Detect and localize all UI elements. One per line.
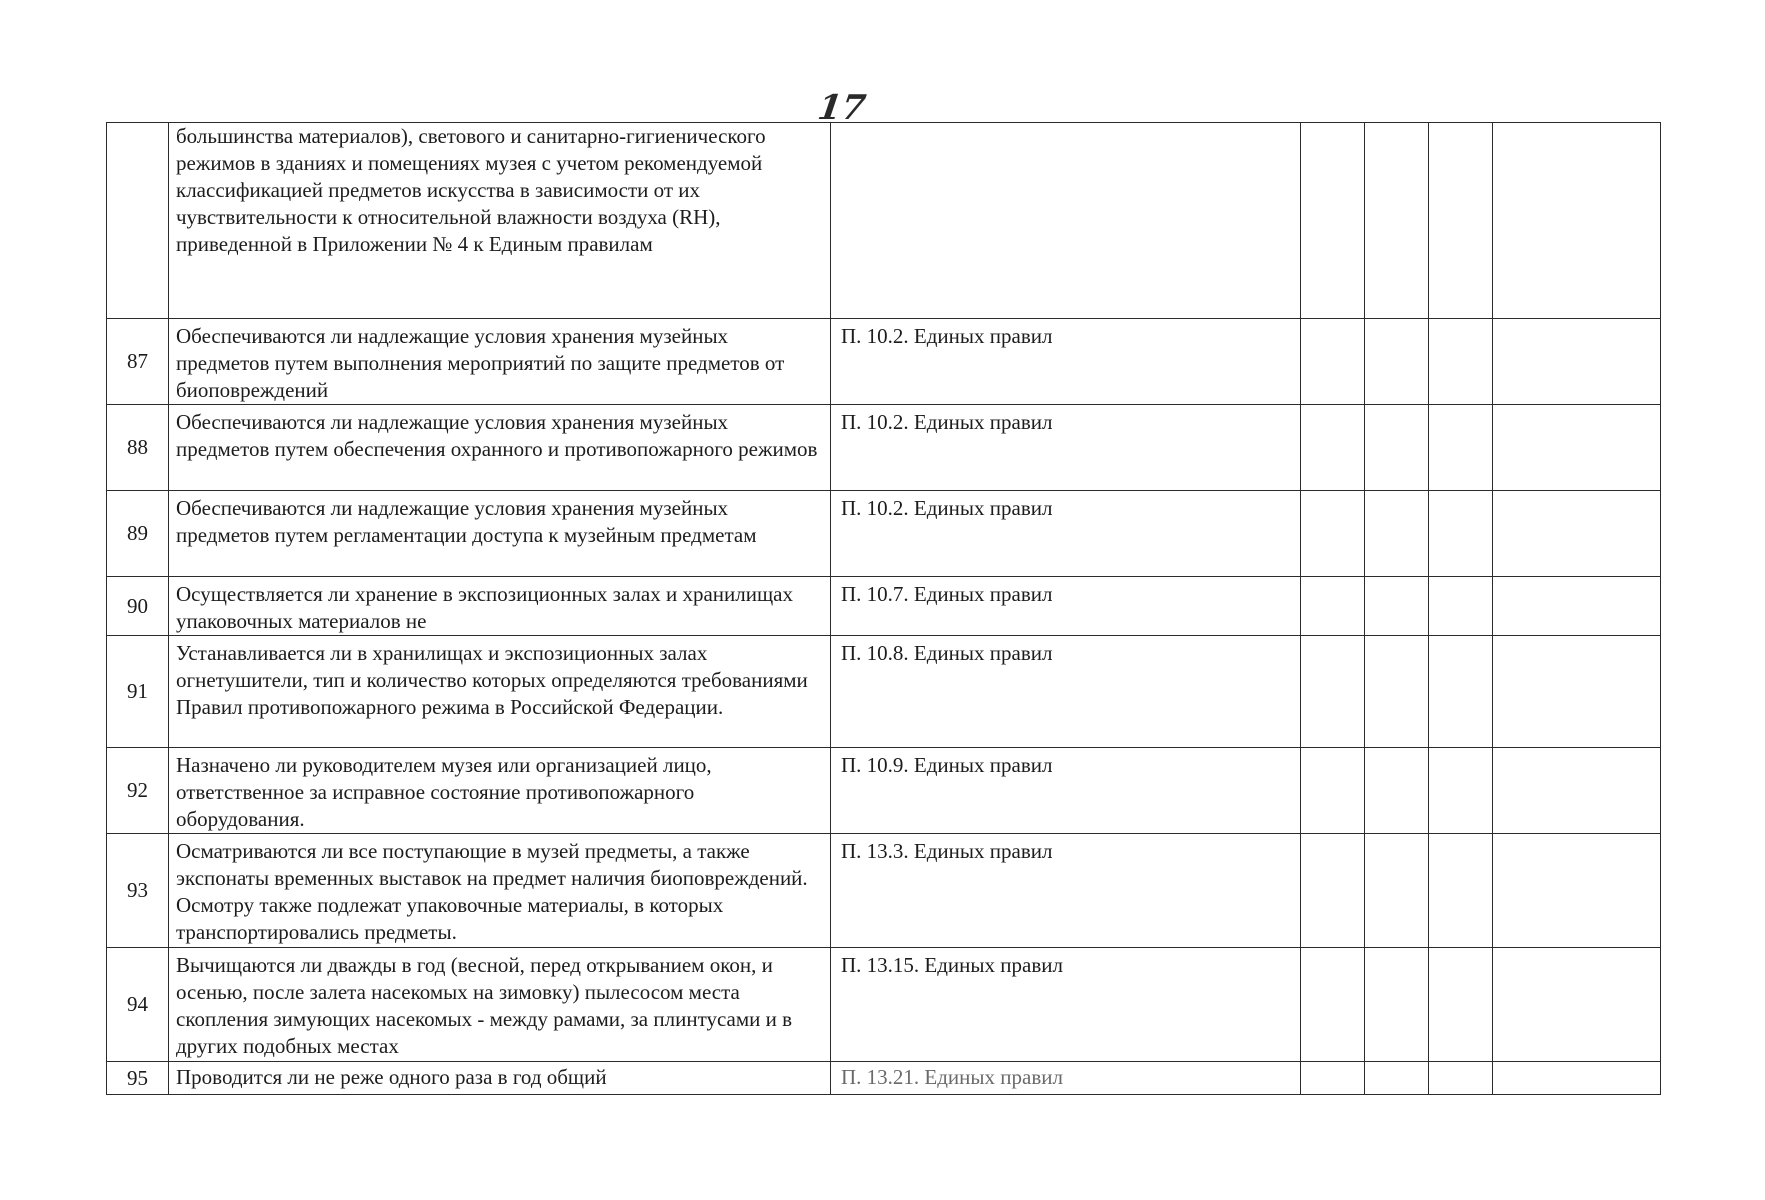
- requirement-text: Назначено ли руководителем музея или организацией лицо, ответственное за исправное состояние противопожарного оборудования.: [169, 748, 831, 834]
- legal-reference: П. 10.7. Единых правил: [831, 577, 1301, 636]
- note-cell: [1493, 948, 1661, 1062]
- handwritten-page-number: 17: [815, 88, 869, 128]
- note-cell: [1493, 405, 1661, 491]
- answer-cell: [1429, 834, 1493, 948]
- table-row: [107, 1062, 1661, 1095]
- requirement-text: Проводится ли не реже одного раза в год общий: [169, 1062, 831, 1095]
- requirement-text: Обеспечиваются ли надлежащие условия хранения музейных предметов путем обеспечения охранного и противопожарного режимов: [169, 405, 831, 491]
- answer-cell: [1365, 577, 1429, 636]
- table-row: [107, 948, 1661, 1062]
- note-cell: [1493, 123, 1661, 319]
- legal-reference: П. 13.15. Единых правил: [831, 948, 1301, 1062]
- requirement-text: Обеспечиваются ли надлежащие условия хранения музейных предметов путем регламентации доступа к музейным предметам: [169, 491, 831, 577]
- row-number: 89: [107, 491, 169, 577]
- table-row: [107, 319, 1661, 405]
- answer-cell: [1365, 948, 1429, 1062]
- table-row: [107, 577, 1661, 636]
- answer-cell: [1301, 834, 1365, 948]
- legal-reference: П. 10.2. Единых правил: [831, 405, 1301, 491]
- row-number: 94: [107, 948, 169, 1062]
- answer-cell: [1365, 491, 1429, 577]
- answer-cell: [1429, 636, 1493, 748]
- row-number: 92: [107, 748, 169, 834]
- answer-cell: [1301, 319, 1365, 405]
- row-number: 90: [107, 577, 169, 636]
- table-row: [107, 405, 1661, 491]
- answer-cell: [1301, 405, 1365, 491]
- legal-reference: П. 10.9. Единых правил: [831, 748, 1301, 834]
- row-number: 88: [107, 405, 169, 491]
- answer-cell: [1301, 577, 1365, 636]
- answer-cell: [1429, 319, 1493, 405]
- answer-cell: [1301, 636, 1365, 748]
- requirement-text: Осуществляется ли хранение в экспозиционных залах и хранилищах упаковочных материалов не: [169, 577, 831, 636]
- answer-cell: [1301, 1062, 1365, 1095]
- answer-cell: [1365, 1062, 1429, 1095]
- table-row: [107, 636, 1661, 748]
- requirement-text: большинства материалов), светового и санитарно-гигиенического режимов в зданиях и помещениях музея с учетом рекомендуемой классификацией предметов искусства в зависимости от их чувствительности к относительной влажности воздуха (RH), приведенной в Приложении № 4 к Единым правилам: [169, 123, 831, 319]
- table-row: [107, 748, 1661, 834]
- answer-cell: [1301, 491, 1365, 577]
- answer-cell: [1429, 577, 1493, 636]
- row-number: 93: [107, 834, 169, 948]
- table-row: [107, 491, 1661, 577]
- note-cell: [1493, 319, 1661, 405]
- legal-reference: П. 13.21. Единых правил: [831, 1062, 1301, 1095]
- note-cell: [1493, 636, 1661, 748]
- row-number: 91: [107, 636, 169, 748]
- note-cell: [1493, 748, 1661, 834]
- answer-cell: [1429, 405, 1493, 491]
- legal-reference: П. 10.2. Единых правил: [831, 319, 1301, 405]
- answer-cell: [1365, 834, 1429, 948]
- answer-cell: [1365, 405, 1429, 491]
- requirement-text: Обеспечиваются ли надлежащие условия хранения музейных предметов путем выполнения мероприятий по защите предметов от биоповреждений: [169, 319, 831, 405]
- legal-reference: П. 10.2. Единых правил: [831, 491, 1301, 577]
- legal-reference: [831, 123, 1301, 319]
- answer-cell: [1429, 491, 1493, 577]
- note-cell: [1493, 1062, 1661, 1095]
- table-row: [107, 834, 1661, 948]
- answer-cell: [1301, 748, 1365, 834]
- checklist-table: [106, 122, 1661, 1095]
- row-number: [107, 123, 169, 319]
- legal-reference: П. 10.8. Единых правил: [831, 636, 1301, 748]
- note-cell: [1493, 491, 1661, 577]
- requirement-text: Осматриваются ли все поступающие в музей предметы, а также экспонаты временных выставок на предмет наличия биоповреждений. Осмотру также подлежат упаковочные материалы, в которых транспортировались предметы.: [169, 834, 831, 948]
- answer-cell: [1429, 1062, 1493, 1095]
- legal-reference: П. 13.3. Единых правил: [831, 834, 1301, 948]
- answer-cell: [1365, 636, 1429, 748]
- requirement-text: Вычищаются ли дважды в год (весной, перед открыванием окон, и осенью, после залета насекомых на зимовку) пылесосом места скопления зимующих насекомых - между рамами, за плинтусами и в других подобных местах: [169, 948, 831, 1062]
- answer-cell: [1365, 748, 1429, 834]
- row-number: 95: [107, 1062, 169, 1095]
- table-row: [107, 123, 1661, 319]
- requirement-text: Устанавливается ли в хранилищах и экспозиционных залах огнетушители, тип и количество которых определяются требованиями Правил противопожарного режима в Российской Федерации.: [169, 636, 831, 748]
- answer-cell: [1429, 123, 1493, 319]
- answer-cell: [1301, 948, 1365, 1062]
- answer-cell: [1301, 123, 1365, 319]
- answer-cell: [1429, 748, 1493, 834]
- answer-cell: [1365, 319, 1429, 405]
- note-cell: [1493, 834, 1661, 948]
- answer-cell: [1429, 948, 1493, 1062]
- note-cell: [1493, 577, 1661, 636]
- answer-cell: [1365, 123, 1429, 319]
- row-number: 87: [107, 319, 169, 405]
